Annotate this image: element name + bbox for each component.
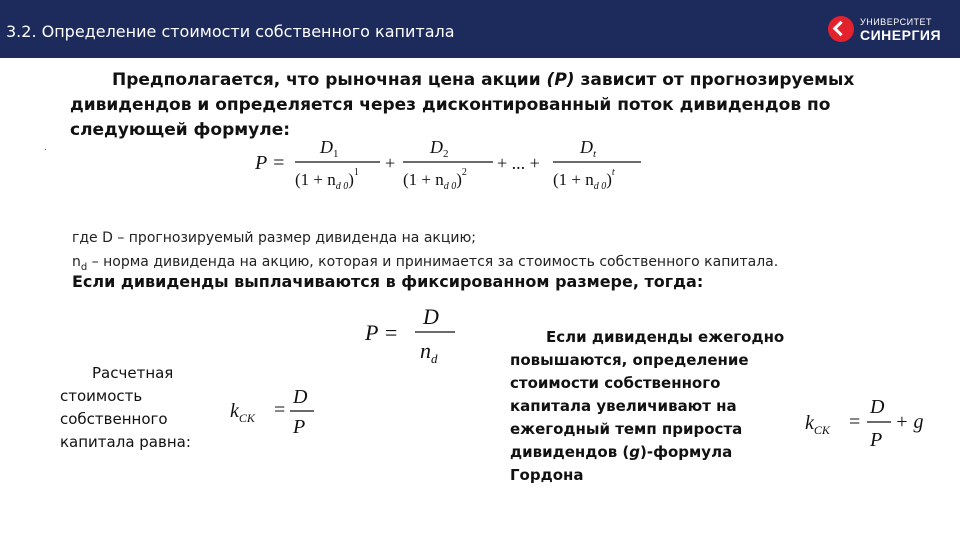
logo-text-bottom: СИНЕРГИЯ (860, 27, 942, 43)
formula-ellipsis: + ... + (497, 153, 540, 173)
svg-text:+ g: + g (895, 411, 924, 433)
fixed-dividend-formula (365, 302, 465, 370)
svg-text:kСК: $k_{СК}$ (805, 412, 830, 437)
svg-text:D: D (870, 396, 885, 418)
formula-term-1 (295, 137, 380, 192)
formula-term-2 (403, 137, 493, 192)
svg-text:kСК: $k_{СК}$ (230, 400, 255, 425)
legend-line-n: $n_d$ – норма дивиденда на акцию, которая и принимается за стоимость собственного капитала. (72, 254, 779, 273)
svg-text:nd: $n_d$ (420, 338, 438, 366)
svg-text:P =: P = (365, 320, 399, 345)
gordon-caption: Если дивиденды ежегодно повышаются, определение стоимости собственного капитала увеличивают на ежегодный темп прироста дивидендов (g)-формула Гордона (510, 328, 785, 484)
svg-text:(1 + nd 0)t: $(1 + n_{d 0})^t$ (553, 167, 615, 192)
svg-text:P: P (293, 416, 306, 438)
formula-lhs: P = (255, 152, 286, 174)
fixed-dividend-heading: Если дивиденды выплачиваются в фиксированном размере, тогда: (72, 272, 704, 291)
legend-line-d: где D – прогнозируемый размер дивиденда на акцию; (72, 230, 477, 246)
svg-text:=: = (274, 399, 286, 421)
svg-text:D1: $D_1$ (320, 137, 339, 160)
svg-text:D2: $D_2$ (430, 137, 449, 160)
dividend-discount-formula (255, 135, 645, 197)
svg-text:P: P (870, 429, 883, 451)
svg-text:D: D (293, 386, 308, 408)
university-logo (828, 16, 953, 46)
page-title: 3.2. Определение стоимости собственного капитала (6, 22, 455, 41)
svg-text:(1 + nd 0)1: $(1 + n_{d 0})^1$ (295, 167, 359, 192)
formula-term-t (553, 137, 641, 192)
logo-text-top: УНИВЕРСИТЕТ (860, 17, 933, 27)
svg-text:Dt: $D_t$ (580, 137, 597, 160)
header-bar (0, 0, 960, 58)
intro-paragraph: Предполагается, что рыночная цена акции (P) зависит от прогнозируемых дивидендов и определяется через дисконтированный поток дивидендов по следующей формуле: (70, 70, 855, 140)
cost-of-equity-caption: Расчетная стоимость собственного капитала равна: (60, 364, 191, 451)
svg-text:D: D (423, 304, 439, 329)
cost-of-equity-formula (230, 383, 320, 439)
formula-plus: + (385, 153, 396, 173)
gordon-formula (805, 393, 935, 453)
logo-chevron-icon (828, 16, 854, 42)
svg-text:(1 + nd 0)2: $(1 + n_{d 0})^2$ (403, 167, 467, 192)
svg-text:=: = (849, 411, 861, 433)
stray-dot: . (44, 142, 47, 153)
